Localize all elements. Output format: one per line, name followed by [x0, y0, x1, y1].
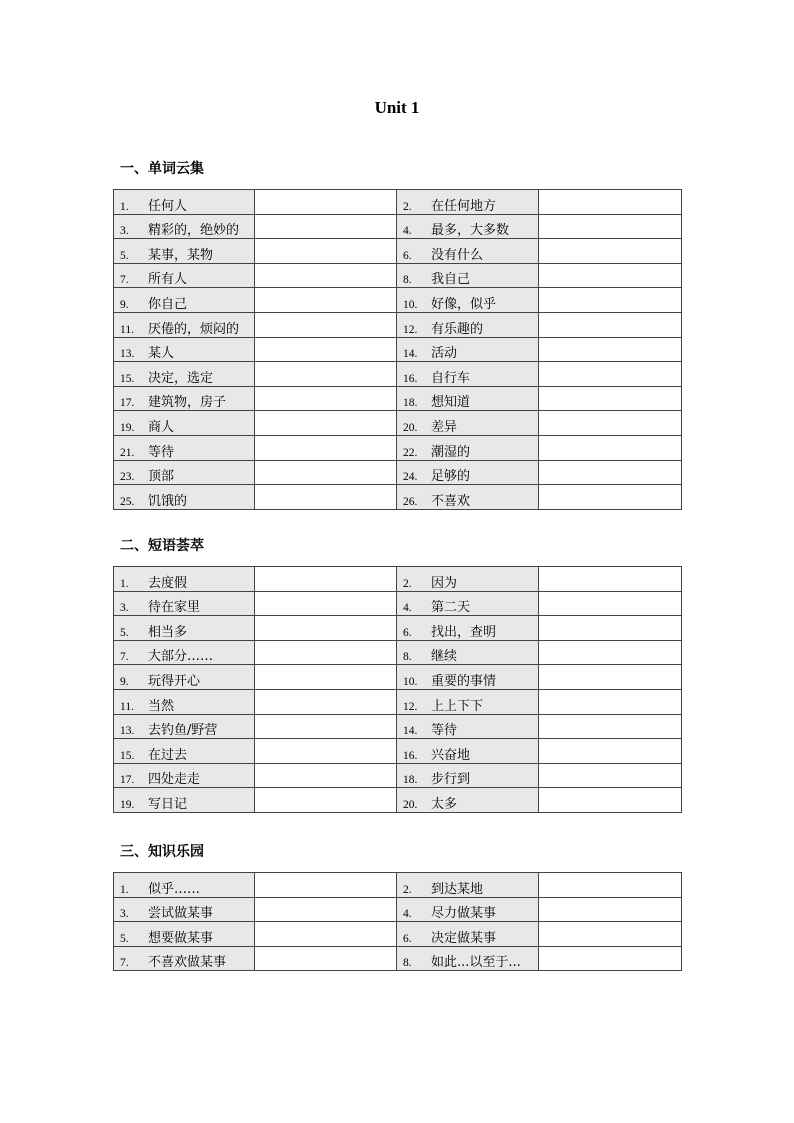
answer-blank[interactable]: [539, 897, 682, 922]
item-number: 5.: [120, 932, 129, 945]
item-text: 想知道: [431, 395, 471, 411]
table-row: [114, 567, 682, 592]
prompt-cell: [114, 689, 255, 714]
item-text: 差异: [431, 419, 458, 435]
answer-blank[interactable]: [255, 714, 397, 739]
item-text: 第二天: [431, 600, 471, 616]
answer-blank[interactable]: [539, 460, 682, 485]
item-number: 18.: [403, 774, 418, 787]
item-text: 似乎……: [148, 881, 201, 897]
prompt-cell: [397, 567, 539, 592]
section-heading-words: 一、单词云集: [120, 161, 204, 177]
prompt-cell: [397, 689, 539, 714]
answer-blank[interactable]: [539, 362, 682, 387]
answer-blank[interactable]: [539, 214, 682, 239]
section-heading-phrases: 二、短语荟萃: [120, 538, 204, 554]
item-number: 2.: [403, 883, 412, 896]
item-number: 10.: [403, 298, 418, 311]
item-number: 12.: [403, 323, 418, 336]
answer-blank[interactable]: [255, 897, 397, 922]
item-number: 7.: [120, 651, 129, 664]
table-row: [114, 616, 682, 641]
prompt-cell: [114, 763, 255, 788]
item-text: 上上下下: [431, 698, 484, 714]
answer-blank[interactable]: [539, 946, 682, 971]
answer-blank[interactable]: [255, 763, 397, 788]
item-number: 1.: [120, 883, 129, 896]
answer-blank[interactable]: [255, 739, 397, 764]
answer-blank[interactable]: [539, 263, 682, 288]
prompt-cell: [397, 714, 539, 739]
table-row: [114, 288, 682, 313]
answer-blank[interactable]: [539, 411, 682, 436]
prompt-cell: [397, 763, 539, 788]
item-number: 20.: [403, 421, 418, 434]
item-number: 22.: [403, 446, 418, 459]
prompt-cell: [114, 411, 255, 436]
answer-blank[interactable]: [539, 665, 682, 690]
item-text: 尝试做某事: [148, 906, 214, 922]
answer-blank[interactable]: [255, 460, 397, 485]
prompt-cell: [397, 873, 539, 898]
answer-blank[interactable]: [255, 263, 397, 288]
answer-blank[interactable]: [539, 689, 682, 714]
answer-blank[interactable]: [255, 788, 397, 813]
item-number: 4.: [403, 225, 412, 238]
item-text: 在任何地方: [431, 198, 497, 214]
answer-blank[interactable]: [539, 288, 682, 313]
item-number: 21.: [120, 446, 135, 459]
prompt-cell: [114, 922, 255, 947]
item-text: 兴奋地: [431, 747, 471, 763]
item-text: 等待: [148, 444, 175, 460]
prompt-cell: [397, 190, 539, 215]
prompt-cell: [114, 288, 255, 313]
item-text: 因为: [431, 575, 458, 591]
item-number: 7.: [120, 274, 129, 287]
item-number: 11.: [120, 323, 134, 336]
item-text: 活动: [431, 346, 458, 362]
item-text: 玩得开心: [148, 673, 201, 689]
item-text: 有乐趣的: [431, 321, 484, 337]
answer-blank[interactable]: [255, 665, 397, 690]
item-number: 4.: [403, 602, 412, 615]
item-text: 当然: [148, 698, 175, 714]
item-text: 待在家里: [148, 600, 201, 616]
item-text: 精彩的，绝妙的: [148, 223, 240, 239]
answer-blank[interactable]: [255, 873, 397, 898]
answer-blank[interactable]: [255, 567, 397, 592]
item-number: 20.: [403, 798, 418, 811]
item-text: 想要做某事: [148, 930, 214, 946]
answer-blank[interactable]: [539, 873, 682, 898]
item-number: 5.: [120, 249, 129, 262]
answer-blank[interactable]: [539, 788, 682, 813]
item-number: 7.: [120, 957, 129, 970]
table-row: [114, 665, 682, 690]
prompt-cell: [114, 460, 255, 485]
table-row: [114, 739, 682, 764]
item-number: 3.: [120, 908, 129, 921]
answer-blank[interactable]: [255, 946, 397, 971]
item-number: 19.: [120, 421, 135, 434]
prompt-cell: [114, 946, 255, 971]
answer-blank[interactable]: [255, 386, 397, 411]
prompt-cell: [397, 460, 539, 485]
answer-blank[interactable]: [255, 312, 397, 337]
table-row: [114, 460, 682, 485]
item-text: 等待: [431, 723, 458, 739]
item-text: 四处走走: [148, 772, 201, 788]
answer-blank[interactable]: [255, 239, 397, 264]
prompt-cell: [397, 591, 539, 616]
prompt-cell: [397, 435, 539, 460]
item-text: 顶部: [148, 469, 175, 485]
table-row: [114, 591, 682, 616]
prompt-cell: [397, 362, 539, 387]
item-number: 15.: [120, 372, 135, 385]
answer-blank[interactable]: [255, 591, 397, 616]
item-text: 到达某地: [431, 881, 484, 897]
prompt-cell: [397, 411, 539, 436]
table-row: [114, 263, 682, 288]
item-text: 太多: [431, 796, 458, 812]
prompt-cell: [114, 485, 255, 510]
item-text: 在过去: [148, 747, 188, 763]
item-number: 8.: [403, 651, 412, 664]
prompt-cell: [397, 485, 539, 510]
item-text: 重要的事情: [431, 673, 497, 689]
item-number: 17.: [120, 397, 135, 410]
prompt-cell: [114, 190, 255, 215]
item-number: 15.: [120, 749, 135, 762]
item-number: 11.: [120, 700, 134, 713]
item-number: 2.: [403, 200, 412, 213]
item-text: 尽力做某事: [431, 906, 497, 922]
table-row: [114, 214, 682, 239]
prompt-cell: [114, 897, 255, 922]
prompt-cell: [397, 665, 539, 690]
prompt-cell: [114, 239, 255, 264]
answer-blank[interactable]: [539, 239, 682, 264]
prompt-cell: [397, 337, 539, 362]
page-title: Unit 1: [374, 98, 420, 117]
item-text: 你自己: [148, 296, 188, 312]
answer-blank[interactable]: [539, 312, 682, 337]
prompt-cell: [397, 239, 539, 264]
item-number: 3.: [120, 602, 129, 615]
prompt-cell: [397, 214, 539, 239]
item-number: 9.: [120, 675, 129, 688]
prompt-cell: [114, 873, 255, 898]
answer-blank[interactable]: [255, 922, 397, 947]
item-text: 决定，选定: [148, 370, 214, 386]
item-number: 16.: [403, 372, 418, 385]
answer-blank[interactable]: [539, 567, 682, 592]
item-number: 4.: [403, 908, 412, 921]
item-text: 任何人: [148, 198, 188, 214]
item-text: 不喜欢做某事: [148, 955, 227, 971]
answer-blank[interactable]: [255, 616, 397, 641]
item-number: 1.: [120, 577, 129, 590]
answer-blank[interactable]: [539, 337, 682, 362]
answer-blank[interactable]: [539, 714, 682, 739]
item-number: 6.: [403, 932, 412, 945]
answer-blank[interactable]: [255, 337, 397, 362]
item-number: 24.: [403, 471, 418, 484]
table-row: [114, 788, 682, 813]
prompt-cell: [397, 312, 539, 337]
answer-blank[interactable]: [255, 689, 397, 714]
knowledge-table: [113, 872, 682, 971]
answer-blank[interactable]: [255, 485, 397, 510]
prompt-cell: [114, 616, 255, 641]
answer-blank[interactable]: [539, 485, 682, 510]
table-row: [114, 239, 682, 264]
phrase-table: [113, 566, 682, 813]
item-text: 商人: [148, 419, 175, 435]
item-text: 建筑物，房子: [148, 395, 227, 411]
table-row: [114, 922, 682, 947]
table-row: [114, 714, 682, 739]
item-text: 大部分……: [148, 649, 214, 665]
table-row: [114, 386, 682, 411]
prompt-cell: [397, 386, 539, 411]
item-number: 18.: [403, 397, 418, 410]
table-row: [114, 362, 682, 387]
answer-blank[interactable]: [539, 739, 682, 764]
table-row: [114, 689, 682, 714]
item-text: 去度假: [148, 575, 188, 591]
item-number: 2.: [403, 577, 412, 590]
item-text: 所有人: [148, 272, 188, 288]
prompt-cell: [397, 263, 539, 288]
item-text: 我自己: [431, 272, 471, 288]
item-text: 潮湿的: [431, 444, 471, 460]
answer-blank[interactable]: [539, 591, 682, 616]
item-number: 8.: [403, 957, 412, 970]
item-text: 如此...以至于...: [431, 955, 521, 971]
table-row: [114, 640, 682, 665]
item-text: 决定做某事: [431, 930, 497, 946]
prompt-cell: [397, 922, 539, 947]
answer-blank[interactable]: [255, 288, 397, 313]
answer-blank[interactable]: [539, 640, 682, 665]
item-number: 8.: [403, 274, 412, 287]
prompt-cell: [114, 312, 255, 337]
prompt-cell: [114, 214, 255, 239]
item-text: 去钓鱼/野营: [148, 723, 218, 739]
item-number: 13.: [120, 348, 135, 361]
item-number: 26.: [403, 495, 418, 508]
item-text: 不喜欢: [431, 493, 471, 509]
prompt-cell: [114, 714, 255, 739]
item-number: 14.: [403, 725, 418, 738]
prompt-cell: [397, 739, 539, 764]
prompt-cell: [114, 567, 255, 592]
answer-blank[interactable]: [539, 616, 682, 641]
answer-blank[interactable]: [255, 190, 397, 215]
table-row: [114, 411, 682, 436]
prompt-cell: [114, 665, 255, 690]
item-number: 17.: [120, 774, 135, 787]
table-row: [114, 763, 682, 788]
table-row: [114, 873, 682, 898]
answer-blank[interactable]: [255, 362, 397, 387]
answer-blank[interactable]: [539, 435, 682, 460]
item-number: 6.: [403, 249, 412, 262]
prompt-cell: [114, 337, 255, 362]
prompt-cell: [397, 640, 539, 665]
prompt-cell: [114, 362, 255, 387]
item-number: 25.: [120, 495, 135, 508]
item-text: 某人: [148, 346, 175, 362]
section-heading-knowledge: 三、知识乐园: [120, 844, 204, 860]
item-number: 23.: [120, 471, 135, 484]
table-row: [114, 312, 682, 337]
prompt-cell: [397, 788, 539, 813]
prompt-cell: [114, 435, 255, 460]
table-row: [114, 337, 682, 362]
item-number: 13.: [120, 725, 135, 738]
answer-blank[interactable]: [539, 386, 682, 411]
item-number: 12.: [403, 700, 418, 713]
prompt-cell: [114, 386, 255, 411]
item-text: 厌倦的，烦闷的: [148, 321, 240, 337]
prompt-cell: [114, 591, 255, 616]
item-number: 16.: [403, 749, 418, 762]
item-number: 5.: [120, 626, 129, 639]
item-number: 19.: [120, 798, 135, 811]
word-table: [113, 189, 682, 510]
item-number: 6.: [403, 626, 412, 639]
item-number: 1.: [120, 200, 129, 213]
item-number: 3.: [120, 225, 129, 238]
table-row: [114, 190, 682, 215]
item-text: 饥饿的: [148, 493, 188, 509]
item-text: 自行车: [431, 370, 471, 386]
prompt-cell: [114, 788, 255, 813]
item-text: 最多，大多数: [431, 223, 510, 239]
answer-blank[interactable]: [255, 435, 397, 460]
item-number: 14.: [403, 348, 418, 361]
answer-blank[interactable]: [539, 190, 682, 215]
prompt-cell: [397, 616, 539, 641]
answer-blank[interactable]: [539, 763, 682, 788]
item-text: 好像，似乎: [431, 296, 497, 312]
table-row: [114, 946, 682, 971]
prompt-cell: [114, 739, 255, 764]
answer-blank[interactable]: [539, 922, 682, 947]
answer-blank[interactable]: [255, 411, 397, 436]
prompt-cell: [114, 640, 255, 665]
item-text: 某事，某物: [148, 247, 214, 263]
item-text: 找出，查明: [431, 624, 497, 640]
prompt-cell: [397, 897, 539, 922]
answer-blank[interactable]: [255, 214, 397, 239]
item-text: 步行到: [431, 772, 471, 788]
table-row: [114, 485, 682, 510]
prompt-cell: [397, 288, 539, 313]
table-row: [114, 435, 682, 460]
item-number: 9.: [120, 298, 129, 311]
item-text: 写日记: [148, 796, 188, 812]
item-text: 没有什么: [431, 247, 484, 263]
item-text: 继续: [431, 649, 458, 665]
item-number: 10.: [403, 675, 418, 688]
prompt-cell: [397, 946, 539, 971]
answer-blank[interactable]: [255, 640, 397, 665]
table-row: [114, 897, 682, 922]
prompt-cell: [114, 263, 255, 288]
item-text: 足够的: [431, 469, 471, 485]
item-text: 相当多: [148, 624, 188, 640]
